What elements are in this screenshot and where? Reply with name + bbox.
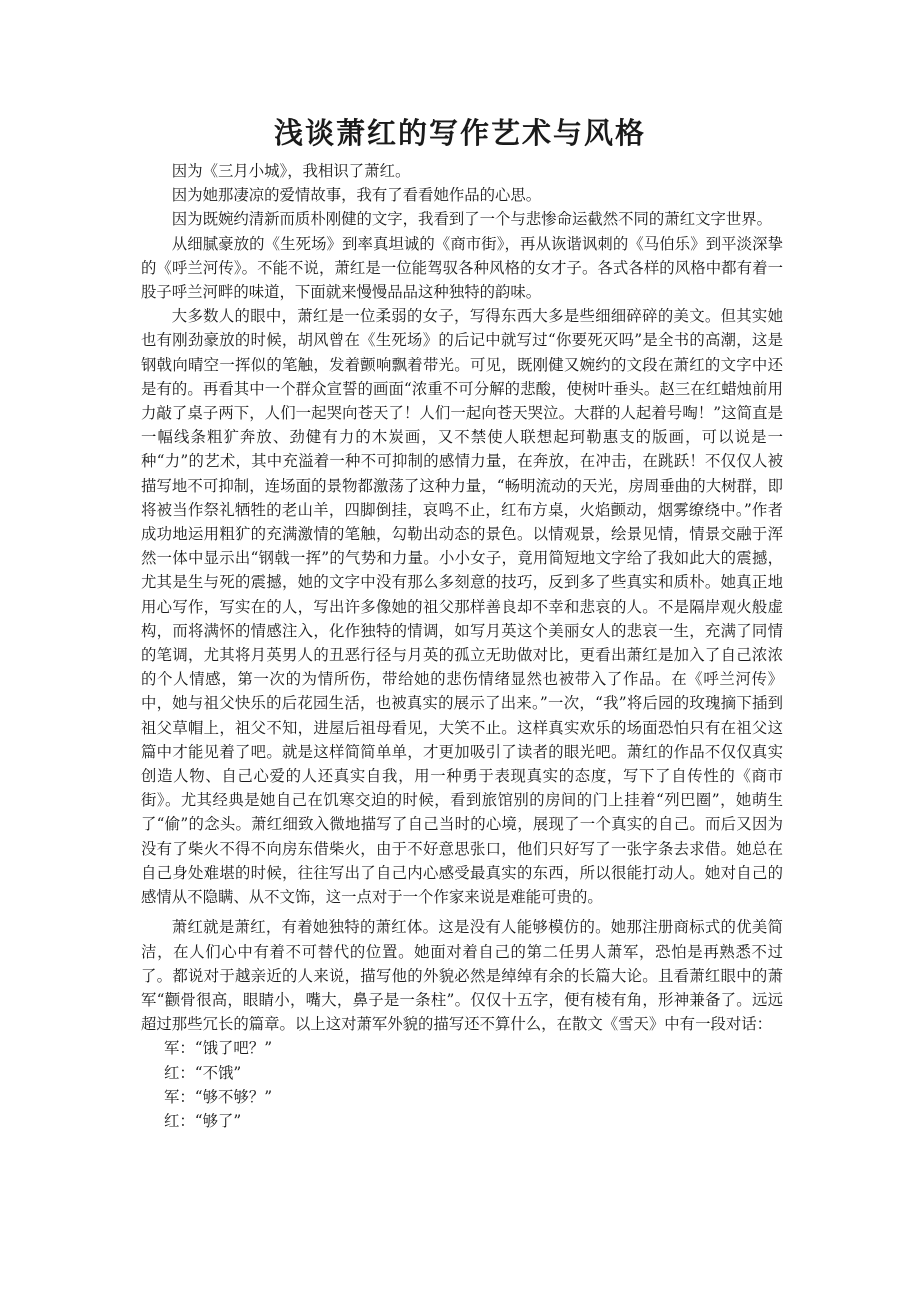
paragraph-intro-1: 因为《三月小城》，我相识了萧红。 (171, 162, 411, 180)
dialogue-line: 红：“够了” (164, 1111, 242, 1130)
document-body (141, 159, 783, 1133)
dialogue-line: 红：“不饿” (164, 1063, 242, 1082)
dialogue-block (141, 1036, 783, 1133)
document-title: 浅谈萧红的写作艺术与风格 (273, 116, 646, 150)
paragraph-xiaohong-style: 萧红就是萧红，有着她独特的萧红体。这是没有人能够模仿的。她那注册商标式的优美简洁，在人们心中有着不可替代的位置。她面对着自己的第二任男人萧军，恐怕是再熟悉不过了。都说对于越亲近的人来说，描写他的外貌必然是绰绰有余的长篇大论。且看萧红眼中的萧军“颧骨很高，眼睛小，嘴大，鼻子是一条柱”。仅仅十五字，便有棱有角，形神兼备了。远远超过那些冗长的篇章。以上这对萧军外貌的描写还不算什么，在散文《雪天》中有一段对话： (141, 918, 783, 1034)
dialogue-line: 军：“够不够？” (164, 1087, 273, 1106)
paragraph-style-analysis: 大多数人的眼中，萧红是一位柔弱的女子，写得东西大多是些细细碎碎的美文。但其实她也有刚劲豪放的时候，胡风曾在《生死场》的后记中就写过“你要死灭吗”是全书的高潮，这是钢戟向晴空一挥似的笔触，发着颤响飘着带光。可见，既刚健又婉约的文段在萧红的文字中还是有的。再看其中一个群众宣誓的画面“浓重不可分解的悲酸，使树叶垂头。赵三在红蜡烛前用力敲了桌子两下，人们一起哭向苍天了！人们一起向苍天哭泣。大群的人起着号啕！”这简直是一幅线条粗犷奔放、劲健有力的木炭画，又不禁使人联想起珂勒惠支的版画，可以说是一种“力”的艺术，其中充溢着一种不可抑制的感情力量，在奔放，在冲击，在跳跃！不仅仅人被描写地不可抑制，连场面的景物都激荡了这种力量，“畅明流动的天光，房周垂曲的大树群，即将被当作祭礼牺牲的老山羊，四脚倒挂，哀鸣不止，红布方桌，火焰颤动，烟雾缭绕中。”作者成功地运用粗犷的充满激情的笔触，勾勒出动态的景色。以情观景，绘景见情，情景交融于浑然一体中显示出“钢戟一挥”的气势和力量。小小女子，竟用简短地文字给了我如此大的震撼，尤其是生与死的震撼，她的文字中没有那么多刻意的技巧，反到多了些真实和质朴。她真正地用心写作，写实在的人，写出许多像她的祖父那样善良却不幸和悲哀的人。不是隔岸观火般虚构，而将满怀的情感注入，化作独特的情调，如写月英这个美丽女人的悲哀一生，充满了同情的笔调，尤其将月英男人的丑恶行径与月英的孤立无助做对比，更看出萧红是加入了自己浓浓的个人情感，第一次的为情所伤，带给她的悲伤情绪显然也被带入了作品。在《呼兰河传》中，她与祖父快乐的后花园生活，也被真实的展示了出来。”一次，“我”将后园的玫瑰摘下插到祖父草帽上，祖父不知，进屋后祖母看见，大笑不止。这样真实欢乐的场面恐怕只有在祖父这篇中才能见着了吧。就是这样简简单单，才更加吸引了读者的眼光吧。萧红的作品不仅仅真实创造人物、自己心爱的人还真实自我，用一种勇于表现真实的态度，写下了自传性的《商市街》。尤其经典是她自己在饥寒交迫的时候，看到旅馆别的房间的门上挂着“列巴圈”，她萌生了“偷”的念头。萧红细致入微地描写了自己当时的心境，展现了一个真实的自己。而后又因为没有了柴火不得不向房东借柴火，由于不好意思张口，他们只好写了一张字条去求借。她总在自己身处难堪的时候，往往写出了自己内心感受最真实的东西，所以很能打动人。她对自己的感情从不隐瞒、从不文饰，这一点对于一个作家来说是难能可贵的。 (141, 307, 783, 907)
paragraph-intro-2: 因为她那凄凉的爱情故事，我有了看看她作品的心思。 (171, 186, 542, 205)
dialogue-line: 军：“饿了吧？” (164, 1039, 273, 1058)
paragraph-works-overview: 从细腻豪放的《生死场》到率真坦诚的《商市街》，再从诙谐讽刺的《马伯乐》到平淡深挚的《呼兰河传》。不能不说，萧红是一位能驾驭各种风格的女才子。各式各样的风格中都有着一股子呼兰河畔的味道，下面就来慢慢品品这种独特的韵味。 (141, 234, 783, 302)
paragraph-intro-3: 因为既婉约清新而质朴刚健的文字，我看到了一个与悲惨命运截然不同的萧红文字世界。 (171, 210, 773, 229)
